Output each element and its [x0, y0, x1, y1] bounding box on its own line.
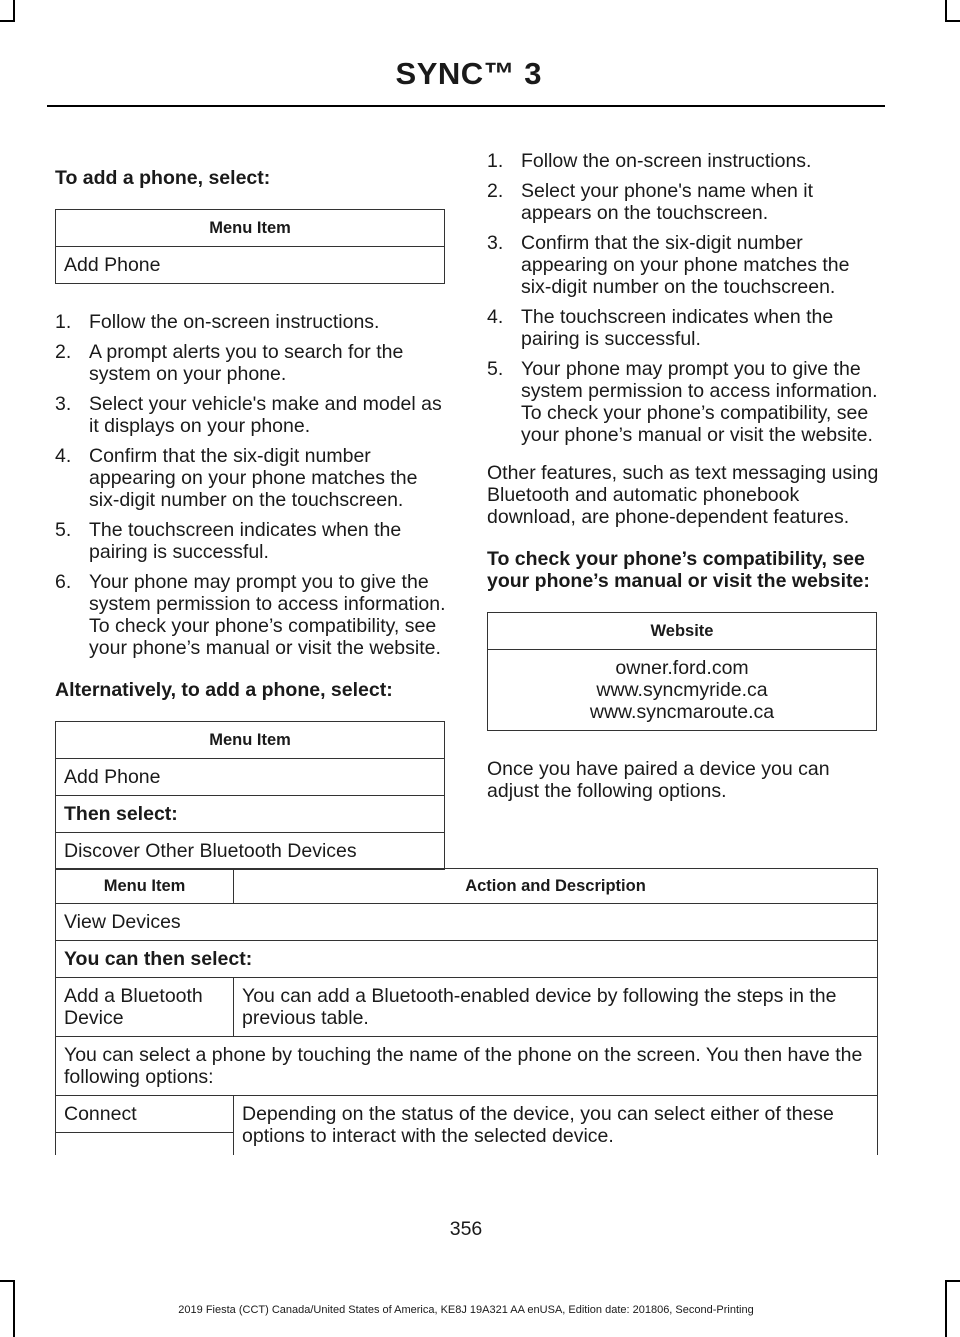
step-item	[487, 150, 879, 172]
table-row-then-select: You can then select:	[56, 941, 878, 978]
table-cell-add-bluetooth-device: Add a Bluetooth Device	[56, 978, 234, 1037]
col-header-action-description: Action and Description	[234, 869, 878, 904]
footer-edition-text: 2019 Fiesta (CCT) Canada/United States of America, KE8J 19A321 AA enUSA, Edition date: 201806, Second-Printing	[178, 1304, 754, 1316]
step-item	[55, 519, 447, 563]
step-item	[487, 232, 879, 298]
step-text: Select your vehicle's make and model as it displays on your phone.	[89, 393, 442, 437]
page-header-title: SYNC™ 3	[395, 56, 542, 91]
table-header: Menu Item	[56, 722, 445, 759]
website-link[interactable]: owner.ford.com	[615, 657, 749, 679]
alternative-menu-table	[55, 721, 445, 870]
step-number: 3.	[55, 393, 72, 415]
step-number: 1.	[55, 311, 72, 333]
step-number: 2.	[55, 341, 72, 363]
add-phone-heading: To add a phone, select:	[55, 167, 271, 189]
crop-mark-bottom-right-h	[945, 1280, 960, 1282]
step-text: Confirm that the six-digit number appearing on your phone matches the six-digit number on the touchscreen.	[89, 445, 418, 511]
page-number: 356	[449, 1218, 483, 1240]
right-column	[487, 150, 879, 822]
header-rule	[47, 105, 885, 107]
step-item	[55, 571, 447, 659]
step-item	[487, 180, 879, 224]
add-phone-steps	[55, 311, 447, 659]
table-cell-add-phone: Add Phone	[56, 247, 445, 284]
step-item	[487, 358, 879, 446]
table-cell-add-phone: Add Phone	[56, 759, 445, 796]
step-item	[55, 341, 447, 385]
table-cell-add-device-description: You can add a Bluetooth-enabled device by following the steps in the previous table.	[234, 978, 878, 1037]
compatibility-heading: To check your phone’s compatibility, see your phone’s manual or visit the website:	[487, 548, 870, 592]
step-text: A prompt alerts you to search for the system on your phone.	[89, 341, 404, 385]
step-number: 6.	[55, 571, 72, 593]
crop-mark-bottom-right-v	[945, 1280, 947, 1337]
col-header-menu-item: Menu Item	[56, 869, 234, 904]
step-number: 4.	[55, 445, 72, 467]
step-item	[55, 445, 447, 511]
step-number: 5.	[55, 519, 72, 541]
step-number: 1.	[487, 150, 504, 172]
step-number: 4.	[487, 306, 504, 328]
step-text: The touchscreen indicates when the pairing is successful.	[89, 519, 402, 563]
paired-device-options-text: Once you have paired a device you can adjust the following options.	[487, 758, 830, 802]
step-text: Your phone may prompt you to give the system permission to access information. To check your phone’s compatibility, see your phone’s manual or visit the website.	[89, 571, 446, 659]
device-options-table	[55, 868, 878, 1155]
alternative-add-phone-heading: Alternatively, to add a phone, select:	[55, 679, 393, 701]
step-text: Confirm that the six-digit number appearing on your phone matches the six-digit number on the touchscreen.	[521, 232, 850, 298]
website-link[interactable]: www.syncmyride.ca	[596, 679, 768, 701]
crop-mark-bottom-left-h	[0, 1280, 15, 1282]
step-text: Your phone may prompt you to give the system permission to access information. To check your phone’s compatibility, see your phone’s manual or visit the website.	[521, 358, 878, 446]
add-phone-menu-table	[55, 209, 445, 284]
crop-mark-top-left-h	[0, 20, 15, 22]
table-cell-then-select: Then select:	[56, 796, 445, 833]
table-header: Website	[488, 613, 877, 650]
step-number: 2.	[487, 180, 504, 202]
step-number: 3.	[487, 232, 504, 254]
table-cell-empty	[56, 1133, 234, 1155]
crop-mark-top-left-v	[13, 0, 15, 22]
left-column	[55, 150, 447, 897]
step-text: Follow the on-screen instructions.	[89, 311, 380, 333]
phone-dependent-features-text: Other features, such as text messaging using Bluetooth and automatic phonebook download, are phone-dependent features.	[487, 462, 879, 528]
table-cell-connect: Connect	[56, 1096, 234, 1133]
step-item	[487, 306, 879, 350]
crop-mark-top-right-v	[945, 0, 947, 22]
website-link[interactable]: www.syncmaroute.ca	[589, 701, 775, 723]
step-text: The touchscreen indicates when the pairing is successful.	[521, 306, 834, 350]
step-text: Follow the on-screen instructions.	[521, 150, 812, 172]
table-cell-discover-devices: Discover Other Bluetooth Devices	[56, 833, 445, 870]
table-row-view-devices: View Devices	[56, 904, 878, 941]
website-table	[487, 612, 877, 731]
crop-mark-top-right-h	[945, 20, 960, 22]
table-header: Menu Item	[56, 210, 445, 247]
table-row-select-phone: You can select a phone by touching the name of the phone on the screen. You then have the following options:	[56, 1037, 878, 1096]
pairing-steps	[487, 150, 879, 446]
step-text: Select your phone's name when it appears on the touchscreen.	[521, 180, 814, 224]
table-cell-connect-description: Depending on the status of the device, you can select either of these options to interact with the selected device.	[234, 1096, 878, 1155]
step-number: 5.	[487, 358, 504, 380]
step-item	[55, 311, 447, 333]
website-list-cell	[488, 650, 877, 731]
step-item	[55, 393, 447, 437]
